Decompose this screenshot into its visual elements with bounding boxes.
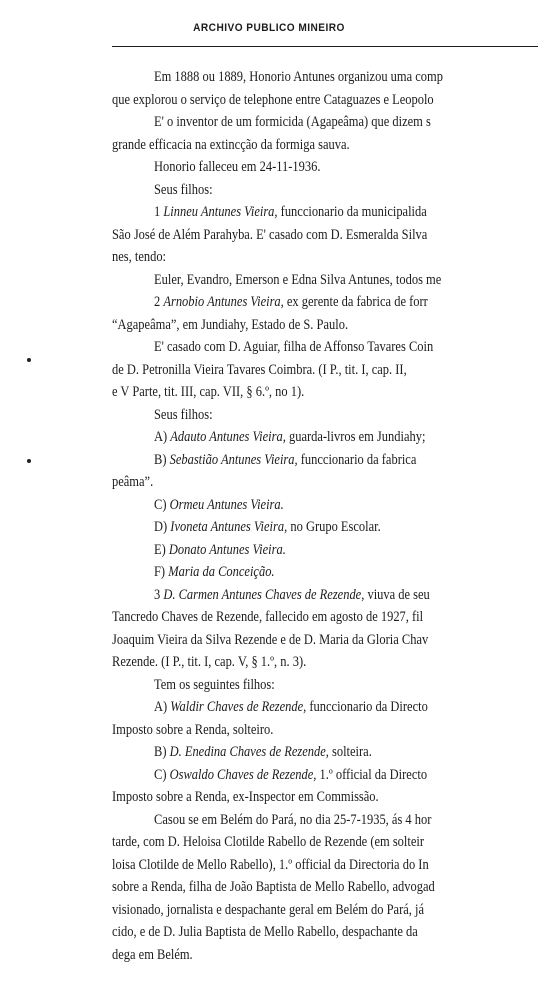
text-run: guarda-livros em Jundiahy; — [285, 429, 426, 445]
text-run: D) — [154, 519, 171, 535]
text-line — [154, 158, 320, 176]
text-run: de D. Petronilla Vieira Tavares Coimbra. (I P., tit. I, cap. II, — [112, 362, 407, 378]
text-run: Imposto sobre a Renda, solteiro. — [112, 722, 274, 738]
text-line — [154, 676, 275, 694]
text-run: Em 1888 ou 1889, Honorio Antunes organizou uma comp — [154, 69, 443, 85]
text-run: A) — [154, 429, 171, 445]
text-run: e V Parte, tit. III, cap. VII, § 6.º, no 1). — [112, 384, 305, 400]
text-line — [154, 586, 430, 604]
text-line — [154, 743, 372, 761]
text-line — [112, 833, 424, 851]
text-line — [112, 788, 379, 806]
text-line — [112, 721, 273, 739]
text-line — [154, 698, 428, 716]
text-line — [154, 203, 427, 221]
name-emphasis: Ivoneta Antunes Vieira, — [170, 519, 288, 535]
text-line — [112, 361, 407, 379]
text-run: dega em Belém. — [112, 947, 193, 963]
text-line — [154, 451, 416, 469]
text-run: sobre a Renda, filha de João Baptista de Mello Rabello, advogad — [112, 879, 435, 895]
running-header: ARCHIVO PUBLICO MINEIRO — [193, 22, 345, 34]
text-line — [112, 226, 427, 244]
text-run: São José de Além Parahyba. E' casado com D. Esmeralda Silva — [112, 227, 428, 243]
text-run: grande efficacia na extincção da formiga sauva. — [112, 137, 350, 153]
text-line — [154, 811, 431, 829]
text-line — [154, 428, 425, 446]
text-line — [112, 136, 350, 154]
text-line — [112, 946, 193, 964]
text-run: A) — [154, 699, 171, 715]
text-line — [112, 383, 304, 401]
text-line — [154, 766, 427, 784]
text-run: viuva de seu — [364, 587, 430, 603]
text-run: 1 — [154, 204, 164, 220]
text-run: B) — [154, 452, 170, 468]
text-run: funccionario da Directo — [306, 699, 428, 715]
text-run: Imposto sobre a Renda, ex-Inspector em Commissão. — [112, 789, 379, 805]
text-line — [154, 496, 284, 514]
text-run: Seus filhos: — [154, 182, 213, 198]
name-emphasis: Donato Antunes Vieira. — [168, 542, 286, 558]
text-run: “Agapeâma”, em Jundiahy, Estado de S. Paulo. — [112, 317, 349, 333]
text-line — [154, 563, 275, 581]
text-run: visionado, jornalista e despachante geral em Belém do Pará, já — [112, 902, 424, 918]
text-line — [154, 113, 431, 131]
text-run: peâma”. — [112, 474, 154, 490]
name-emphasis: D. Enedina Chaves de Rezende, — [169, 744, 329, 760]
text-line — [112, 608, 423, 626]
name-emphasis: Adauto Antunes Vieira, — [170, 429, 286, 445]
text-line — [112, 901, 424, 919]
text-run: Tem os seguintes filhos: — [154, 677, 275, 693]
text-line — [154, 338, 433, 356]
name-emphasis: D. Carmen Antunes Chaves de Rezende, — [163, 587, 365, 603]
text-run: E' o inventor de um formicida (Agapeâma) que dizem s — [154, 114, 431, 130]
text-line — [154, 181, 213, 199]
text-run: funccionario da municipalida — [277, 204, 427, 220]
header-rule — [112, 46, 538, 47]
text-run: Casou se em Belém do Pará, no dia 25-7-1935, ás 4 hor — [154, 812, 432, 828]
text-line — [112, 856, 429, 874]
text-line — [112, 91, 434, 109]
text-line — [112, 473, 153, 491]
name-emphasis: Oswaldo Chaves de Rezende, — [169, 767, 317, 783]
text-run: Joaquim Vieira da Silva Rezende e de D. Maria da Gloria Chav — [112, 632, 429, 648]
text-run: C) — [154, 767, 170, 783]
text-run: 3 — [154, 587, 164, 603]
text-run: E' casado com D. Aguiar, filha de Affonso Tavares Coin — [154, 339, 434, 355]
text-run: cido, e de D. Julia Baptista de Mello Rabello, despachante da — [112, 924, 418, 940]
name-emphasis: Sebastião Antunes Vieira, — [169, 452, 298, 468]
text-run: tarde, com D. Heloisa Clotilde Rabello de Rezende (em solteir — [112, 834, 425, 850]
text-run: Euler, Evandro, Emerson e Edna Silva Antunes, todos me — [154, 272, 442, 288]
text-run: Honorio falleceu em 24-11-1936. — [154, 159, 321, 175]
text-line — [154, 541, 286, 559]
text-run: nes, tendo: — [112, 249, 167, 265]
text-line — [154, 68, 443, 86]
text-run: funccionario da fabrica — [297, 452, 417, 468]
text-run: E) — [154, 542, 169, 558]
margin-dot — [27, 358, 31, 362]
text-line — [112, 923, 418, 941]
margin-dot — [27, 459, 31, 463]
text-run: Seus filhos: — [154, 407, 213, 423]
text-run: B) — [154, 744, 170, 760]
text-line — [112, 653, 306, 671]
text-run: F) — [154, 564, 169, 580]
text-line — [154, 406, 213, 424]
name-emphasis: Waldir Chaves de Rezende, — [170, 699, 307, 715]
text-line — [154, 293, 428, 311]
text-line — [112, 248, 166, 266]
name-emphasis: Ormeu Antunes Vieira. — [169, 497, 284, 513]
text-line — [112, 878, 435, 896]
text-line — [112, 316, 348, 334]
text-run: Rezende. (I P., tit. I, cap. V, § 1.º, n. 3). — [112, 654, 307, 670]
name-emphasis: Linneu Antunes Vieira, — [163, 204, 278, 220]
text-run: loisa Clotilde de Mello Rabello), 1.º official da Directoria do In — [112, 857, 429, 873]
text-line — [154, 271, 441, 289]
text-run: Tancredo Chaves de Rezende, fallecido em agosto de 1927, fil — [112, 609, 424, 625]
text-line — [112, 631, 428, 649]
text-run: C) — [154, 497, 170, 513]
text-line — [154, 518, 381, 536]
text-run: ex gerente da fabrica de forr — [283, 294, 428, 310]
name-emphasis: Arnobio Antunes Vieira, — [163, 294, 284, 310]
name-emphasis: Maria da Conceição. — [168, 564, 275, 580]
text-run: solteira. — [328, 744, 372, 760]
text-run: 1.º official da Directo — [316, 767, 428, 783]
text-run: no Grupo Escolar. — [287, 519, 381, 535]
text-run: 2 — [154, 294, 164, 310]
text-run: que explorou o serviço de telephone entre Cataguazes e Leopolo — [112, 92, 434, 108]
